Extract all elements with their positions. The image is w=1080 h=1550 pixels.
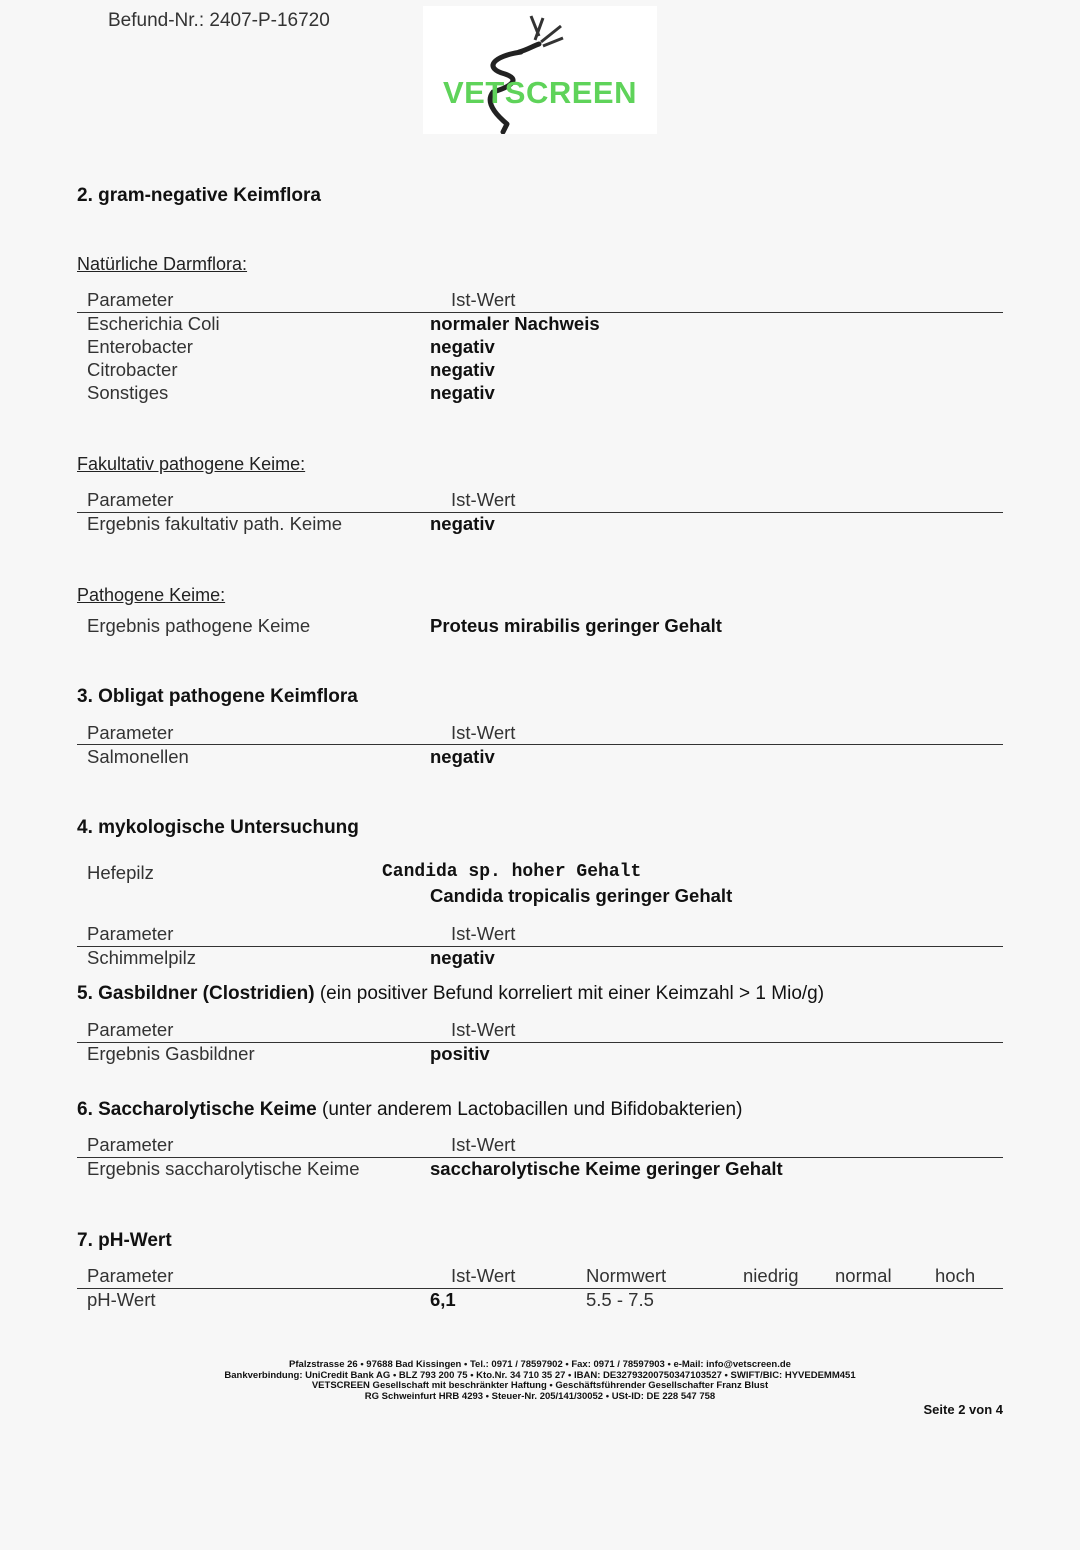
facultative-label: Fakultativ pathogene Keime: — [77, 454, 306, 474]
col-normwert: Normwert — [586, 1265, 667, 1286]
table-row — [77, 615, 1003, 639]
table-row — [77, 359, 1003, 383]
section-2-title: 2. gram-negative Keimflora — [77, 185, 321, 206]
col-parameter: Parameter — [87, 289, 174, 310]
section-6-title — [77, 1099, 742, 1121]
col-normal: normal — [835, 1265, 892, 1286]
col-niedrig: niedrig — [743, 1265, 799, 1286]
row-value: negativ — [430, 336, 495, 357]
row-value: negativ — [430, 947, 495, 968]
row-value: negativ — [430, 513, 495, 534]
table-header — [77, 289, 1003, 313]
row-param: pH-Wert — [87, 1289, 156, 1310]
divider — [77, 744, 1003, 745]
col-hoch: hoch — [935, 1265, 976, 1286]
col-value: Ist-Wert — [451, 1134, 516, 1155]
footer-address — [100, 1360, 980, 1402]
table-row — [77, 513, 1003, 537]
table-header — [77, 722, 1003, 746]
befund-number: Befund-Nr.: 2407-P-16720 — [108, 10, 330, 31]
col-parameter: Parameter — [87, 1265, 174, 1286]
row-value: positiv — [430, 1043, 490, 1064]
table-header — [77, 923, 1003, 947]
table-row — [77, 1158, 1003, 1182]
row-value: 6,1 — [430, 1289, 456, 1310]
col-parameter: Parameter — [87, 489, 174, 510]
natural-flora-label: Natürliche Darmflora: — [77, 254, 248, 274]
row-param: Hefepilz — [87, 862, 154, 883]
row-param: Sonstiges — [87, 382, 169, 403]
logo-text: VETSCREEN — [443, 75, 637, 110]
yeast-row — [77, 862, 1003, 886]
col-parameter: Parameter — [87, 1134, 174, 1155]
row-value: Proteus mirabilis geringer Gehalt — [430, 615, 722, 636]
footer-line: RG Schweinfurt HRB 4293 • Steuer-Nr. 205/141/30052 • USt-ID: DE 228 547 758 — [364, 1390, 716, 1402]
table-header — [77, 489, 1003, 513]
table-row — [77, 1043, 1003, 1067]
section-5-note: (ein positiver Befund korreliert mit einer Keimzahl > 1 Mio/g) — [319, 983, 825, 1004]
row-param: Ergebnis saccharolytische Keime — [87, 1158, 360, 1179]
row-value: Candida tropicalis geringer Gehalt — [430, 885, 733, 906]
col-value: Ist-Wert — [451, 289, 516, 310]
yeast-row-2 — [77, 885, 1003, 909]
table-row — [77, 1289, 1003, 1313]
table-header — [77, 1265, 1003, 1289]
page-number: Seite 2 von 4 — [923, 1402, 1003, 1417]
section-7-title: 7. pH-Wert — [77, 1230, 172, 1251]
row-value: negativ — [430, 382, 495, 403]
section-6-note: (unter anderem Lactobacillen und Bifidobakterien) — [322, 1099, 743, 1120]
table-row — [77, 947, 1003, 971]
vetscreen-logo — [423, 6, 657, 134]
col-value: Ist-Wert — [451, 722, 516, 743]
footer-line: Bankverbindung: UniCredit Bank AG • BLZ 793 200 75 • Kto.Nr. 34 710 35 27 • IBAN: DE32793200750347103527 • SWIFT/BIC: HYVEDEMM451 — [224, 1369, 856, 1381]
row-norm: 5.5 - 7.5 — [586, 1289, 654, 1310]
table-row — [77, 746, 1003, 770]
row-value: normaler Nachweis — [430, 313, 600, 334]
row-param: Ergebnis pathogene Keime — [87, 615, 311, 636]
row-param: Citrobacter — [87, 359, 178, 380]
col-value: Ist-Wert — [451, 1265, 516, 1286]
row-value: negativ — [430, 746, 495, 767]
row-param: Schimmelpilz — [87, 947, 196, 968]
col-value: Ist-Wert — [451, 1019, 516, 1040]
pathogenic-label: Pathogene Keime: — [77, 585, 226, 605]
row-value: saccharolytische Keime geringer Gehalt — [430, 1158, 783, 1179]
table-row — [77, 382, 1003, 406]
table-header — [77, 1134, 1003, 1158]
col-parameter: Parameter — [87, 923, 174, 944]
col-parameter: Parameter — [87, 1019, 174, 1040]
table-row — [77, 336, 1003, 360]
section-5-title — [77, 983, 824, 1005]
row-value: negativ — [430, 359, 495, 380]
table-header — [77, 1019, 1003, 1043]
row-param: Salmonellen — [87, 746, 189, 767]
row-param: Enterobacter — [87, 336, 193, 357]
row-param: Escherichia Coli — [87, 313, 220, 334]
section-4-title: 4. mykologische Untersuchung — [77, 817, 359, 838]
section-3-title: 3. Obligat pathogene Keimflora — [77, 686, 358, 707]
col-value: Ist-Wert — [451, 923, 516, 944]
col-parameter: Parameter — [87, 722, 174, 743]
table-row — [77, 313, 1003, 337]
section-5-title-text: 5. Gasbildner (Clostridien) — [77, 983, 315, 1004]
footer-line: VETSCREEN Gesellschaft mit beschränkter Haftung • Geschäftsführender Gesellschafter Franz Blust — [311, 1380, 769, 1391]
row-param: Ergebnis fakultativ path. Keime — [87, 513, 343, 534]
footer-line: Pfalzstrasse 26 • 97688 Bad Kissingen • Tel.: 0971 / 78597902 • Fax: 0971 / 78597903 • e-Mail: info@vetscreen.de — [289, 1359, 791, 1370]
row-param: Ergebnis Gasbildner — [87, 1043, 255, 1064]
row-value: Candida sp. hoher Gehalt — [382, 862, 642, 882]
section-6-title-text: 6. Saccharolytische Keime — [77, 1099, 317, 1120]
col-value: Ist-Wert — [451, 489, 516, 510]
